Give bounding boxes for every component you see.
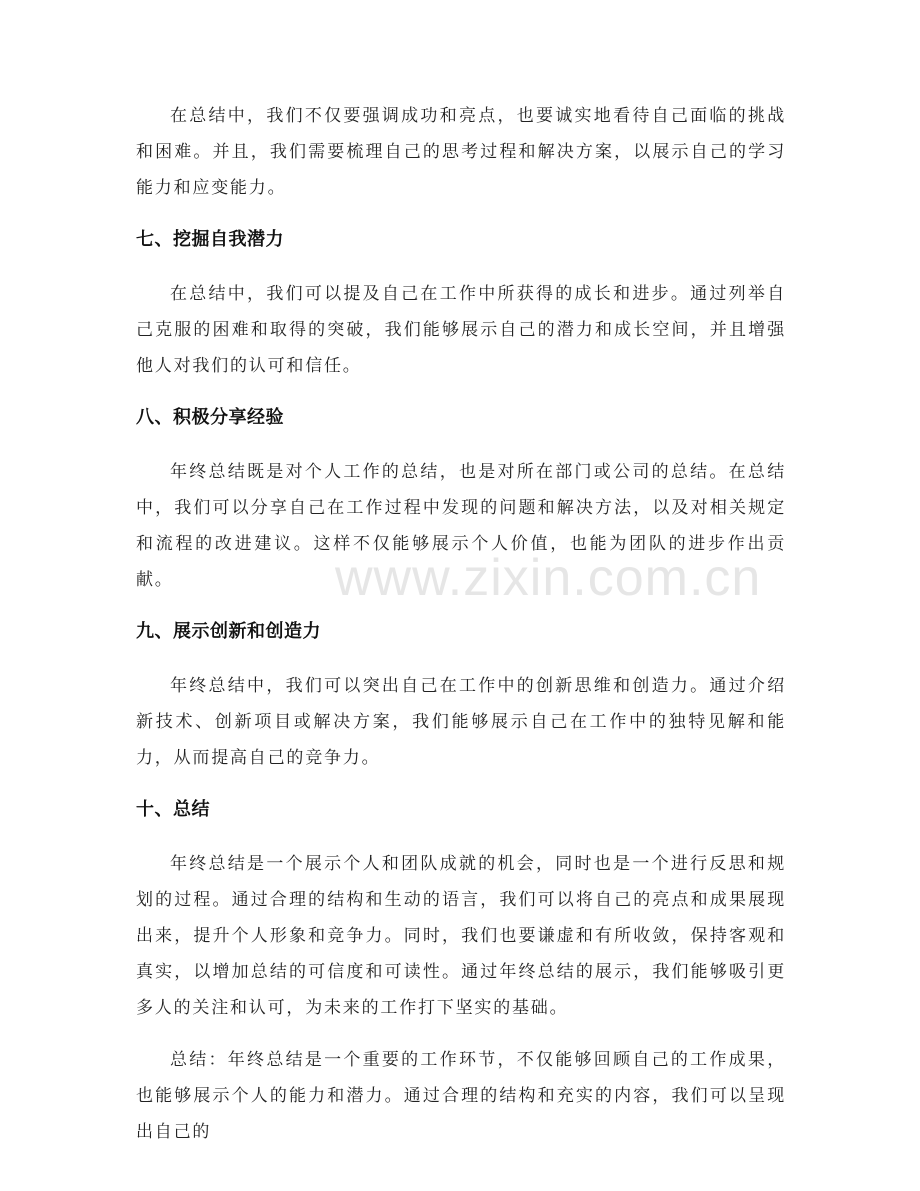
paragraph-challenges: 在总结中，我们不仅要强调成功和亮点，也要诚实地看待自己面临的挑战和困难。并且，我们需要梳理自己的思考过程和解决方案，以展示自己的学习能力和应变能力。 (136, 106, 786, 198)
heading-9: 九、展示创新和创造力 (136, 621, 321, 642)
paragraph-sharing: 年终总结既是对个人工作的总结，也是对所在部门或公司的总结。在总结中，我们可以分享自己在工作过程中发现的问题和解决方法，以及对相关规定和流程的改进建议。这样不仅能够展示个人价值，也能为团队的进步作出贡献。 (136, 462, 786, 590)
document-body (136, 98, 786, 1150)
paragraph-conclusion: 总结：年终总结是一个重要的工作环节，不仅能够回顾自己的工作成果，也能够展示个人的能力和潜力。通过合理的结构和充实的内容，我们可以呈现出自己的 (136, 1050, 786, 1142)
paragraph-summary: 年终总结是一个展示个人和团队成就的机会，同时也是一个进行反思和规划的过程。通过合理的结构和生动的语言，我们可以将自己的亮点和成果展现出来，提升个人形象和竞争力。同时，我们也要谦虚和有所收敛，保持客观和真实，以增加总结的可信度和可读性。通过年终总结的展示，我们能够吸引更多人的关注和认可，为未来的工作打下坚实的基础。 (136, 854, 786, 1018)
heading-8: 八、积极分享经验 (136, 407, 284, 428)
paragraph-potential: 在总结中，我们可以提及自己在工作中所获得的成长和进步。通过列举自己克服的困难和取得的突破，我们能够展示自己的潜力和成长空间，并且增强他人对我们的认可和信任。 (136, 284, 786, 376)
heading-7: 七、挖掘自我潜力 (136, 229, 284, 250)
watermark: www.zixin.com.cn (335, 549, 762, 607)
heading-10: 十、总结 (136, 799, 210, 820)
paragraph-innovation: 年终总结中，我们可以突出自己在工作中的创新思维和创造力。通过介绍新技术、创新项目或解决方案，我们能够展示自己在工作中的独特见解和能力，从而提高自己的竞争力。 (136, 676, 786, 768)
